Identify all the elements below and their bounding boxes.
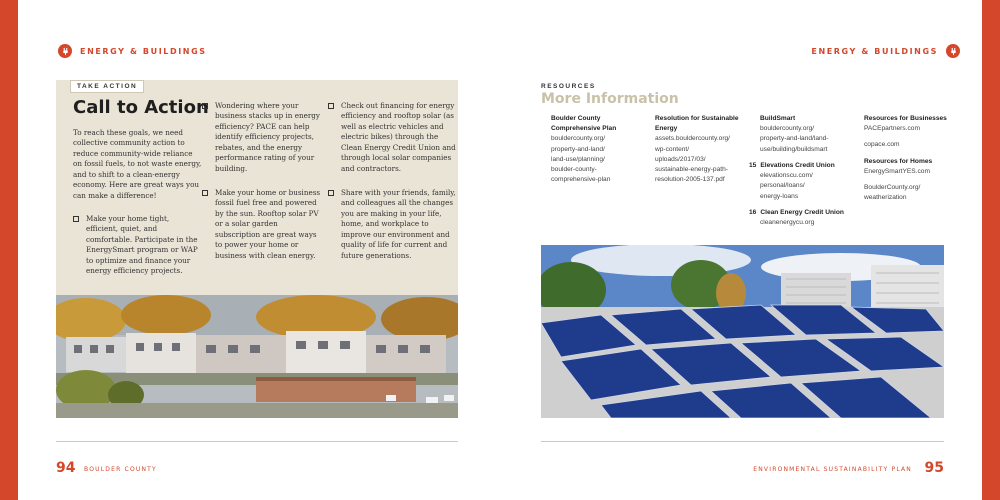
page-title: Call to Action bbox=[73, 97, 209, 118]
plug-icon bbox=[946, 44, 960, 58]
take-action-badge: TAKE ACTION bbox=[70, 80, 144, 93]
resources-kicker: RESOURCES bbox=[541, 83, 596, 90]
action-item: Make your home or business fossil fuel free and powered by the sun. Rooftop solar PV or a solar garden subscription are great ways to power your home or business with clean energy. bbox=[202, 188, 324, 261]
checkbox-icon bbox=[202, 103, 208, 109]
footer-rule bbox=[56, 441, 458, 442]
right-edge-bar bbox=[982, 0, 1000, 500]
checkbox-icon bbox=[202, 190, 208, 196]
resources-title: More Information bbox=[541, 91, 679, 107]
checkbox-icon bbox=[73, 216, 79, 222]
footer-rule bbox=[541, 441, 944, 442]
page-number: 95 bbox=[924, 460, 944, 476]
footer-label: BOULDER COUNTY bbox=[84, 466, 157, 473]
section-label: ENERGY & BUILDINGS bbox=[811, 46, 938, 56]
action-item: Wondering where your business stacks up in energy efficiency? PACE can help identify efficiency projects, rebates, and the energy performance rating of your building. bbox=[202, 101, 324, 174]
townhomes-photo bbox=[56, 295, 458, 418]
left-edge-bar bbox=[0, 0, 18, 500]
left-page bbox=[18, 0, 500, 500]
section-label: ENERGY & BUILDINGS bbox=[80, 46, 207, 56]
checkbox-icon bbox=[328, 190, 334, 196]
intro-text: To reach these goals, we need collective community action to reduce community-wide reliance on fossil fuels, to not waste energy, and to shift to a clean-energy economy. Here are great ways you can make a difference! bbox=[73, 128, 202, 200]
resource-column-3: BuildSmart bouldercounty.org/ property-and-land/land- use/building/buildsmart 15 Elevations Credit Union elevationscu.com/ personal/loans/ energy-loans 16 Clean Energy Credit Union cleanenergycu.org bbox=[749, 115, 844, 226]
action-item: Make your home tight, efficient, quiet, and comfortable. Participate in the EnergySmart program or WAP to optimize and finance your energy efficiency projects. bbox=[73, 214, 203, 277]
action-item: Share with your friends, family, and colleagues all the changes you are making in your life, home, and workplace to improve our environment and quality of life for current and future generations. bbox=[328, 188, 456, 261]
right-page bbox=[500, 0, 982, 500]
section-header-left bbox=[58, 44, 207, 58]
checkbox-icon bbox=[328, 103, 334, 109]
footer-label: ENVIRONMENTAL SUSTAINABILITY PLAN bbox=[753, 466, 912, 473]
reference-number: 15 bbox=[749, 161, 757, 169]
rooftop-solar-photo bbox=[541, 245, 944, 418]
page-number: 94 bbox=[56, 460, 76, 476]
section-header-right bbox=[811, 44, 960, 58]
resource-column-1: Boulder County Comprehensive Plan bouldercounty.org/ property-and-land/ land-use/planning/ boulder-county- comprehensive-plan bbox=[551, 115, 617, 184]
action-item: Check out financing for energy efficiency and rooftop solar (as well as electric vehicles and electric bikes) through the Clean Energy Credit Union and through local solar companies and contractors. bbox=[328, 101, 456, 174]
resource-column-2: Resolution for Sustainable Energy assets.bouldercounty.org/ wp-content/ uploads/2017/03/ sustainable-energy-path- resolution-2005-137.pdf bbox=[655, 115, 739, 184]
resource-column-4: Resources for Businesses PACEpartners.com copace.com Resources for Homes EnergySmartYES.com BoulderCounty.org/ weatherization bbox=[864, 115, 947, 202]
plug-icon bbox=[58, 44, 72, 58]
reference-number: 16 bbox=[749, 208, 757, 216]
